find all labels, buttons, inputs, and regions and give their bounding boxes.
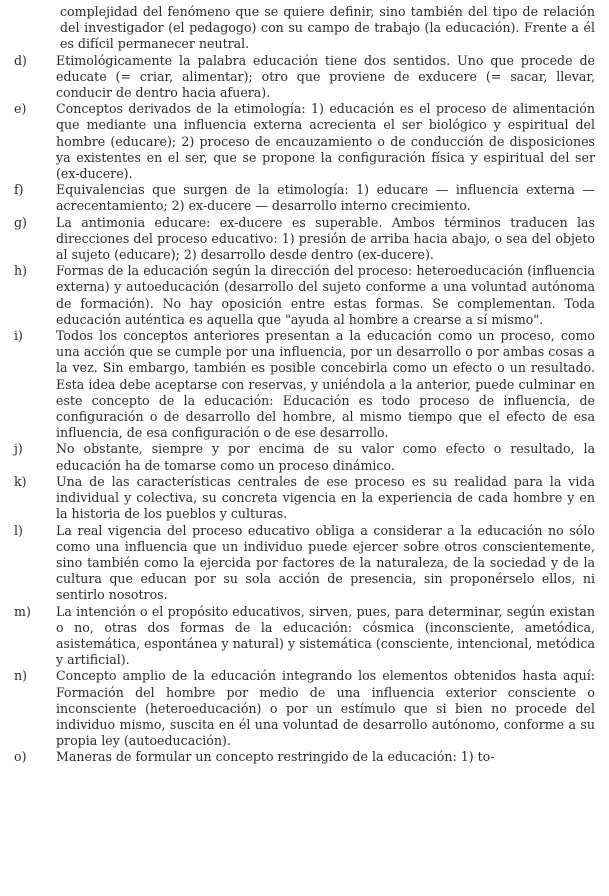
item-list <box>10 53 595 766</box>
item-marker: j) <box>14 441 23 457</box>
item-text: La antimonia educare: ex-ducere es superable. Ambos términos traducen las direcciones del proceso educativo: 1) presión de arriba hacia abajo, o sea del objeto al sujeto (educare); 2) desarrollo desde dentro (ex-ducere). <box>56 214 595 263</box>
item-marker: f) <box>14 182 24 198</box>
item-marker: g) <box>14 214 27 230</box>
list-item <box>10 523 595 604</box>
item-marker: l) <box>14 522 23 538</box>
item-text: Todos los conceptos anteriores presentan a la educación como un proceso, como una acción que se cumple por una influencia, por un desarrollo o por ambas cosas a la vez. Sin embargo, también es posible concebirla como un efecto o un resultado. Esta idea debe aceptarse con reservas, y uniéndola a la anterior, puede culminar en este concepto de la educación: Educación es todo proceso de influencia, de configuración o de desarrollo del hombre, al mismo tiempo que el efecto de esa influencia, de esa configuración o de ese desarrollo. <box>56 328 595 441</box>
list-item <box>10 53 595 102</box>
item-marker: e) <box>14 101 27 117</box>
item-marker: m) <box>14 603 31 619</box>
item-text: Equivalencias que surgen de la etimología: 1) educare — influencia externa — acrecentamiento; 2) ex-ducere — desarrollo interno crecimiento. <box>56 182 595 214</box>
intro-paragraph: complejidad del fenómeno que se quiere definir, sino también del tipo de relación del investigador (el pedagogo) con su campo de trabajo (la educación). Frente a él es difícil permanecer neutral. <box>60 4 595 52</box>
list-item <box>10 328 595 441</box>
item-marker: d) <box>14 52 27 68</box>
list-item <box>10 474 595 523</box>
list-item <box>10 749 595 765</box>
list-item <box>10 182 595 214</box>
item-marker: o) <box>14 749 27 765</box>
item-text: Conceptos derivados de la etimología: 1) educación es el proceso de alimentación que mediante una influencia externa acrecienta el ser biológico y espiritual del hombre (educare); 2) proceso de encauzamiento o de conducción de disposiciones ya existentes en el ser, que se propone la configuración física y espiritual del ser (ex-ducere). <box>56 101 595 182</box>
item-marker: h) <box>14 263 28 279</box>
item-text: No obstante, siempre y por encima de su valor como efecto o resultado, la educación ha de tomarse como un proceso dinámico. <box>56 441 595 473</box>
list-item <box>10 263 595 328</box>
list-item <box>10 101 595 182</box>
item-text: Etimológicamente la palabra educación tiene dos sentidos. Uno que procede de educate (= criar, alimentar); otro que proviene de exducere (= sacar, llevar, conducir de dentro hacia afuera). <box>56 52 595 101</box>
list-item <box>10 215 595 264</box>
item-marker: i) <box>14 328 23 344</box>
item-text: Una de las características centrales de ese proceso es su realidad para la vida individual y colectiva, su concreta vigencia en la experiencia de cada hombre y en la historia de los pueblos y culturas. <box>56 473 595 522</box>
item-marker: k) <box>14 473 27 489</box>
list-item <box>10 441 595 473</box>
item-text: Formas de la educación según la dirección del proceso: heteroeducación (influencia externa) y autoeducación (desarrollo del sujeto conforme a una voluntad autónoma de formación). No hay oposición entre estas formas. Se complementan. Toda educación auténtica es aquella que "ayuda al hombre a crearse a sí mismo". <box>56 263 595 327</box>
item-text: La real vigencia del proceso educativo obliga a considerar a la educación no sólo como una influencia que un individuo puede ejercer sobre otros conscientemente, sino también como la ejercida por factores de la naturaleza, de la sociedad y de la cultura que educan por su sola acción de presencia, sin proponérselo ellos, ni sentirlo nosotros. <box>56 522 595 603</box>
list-item <box>10 604 595 669</box>
item-text: La intención o el propósito educativos, sirven, pues, para determinar, según existan o no, otras dos formas de la educación: cósmica (inconsciente, ametódica, asistemática, espontánea y natural) y sistemática (consciente, intencional, metódica y artificial). <box>56 603 595 668</box>
item-text: Concepto amplio de la educación integrando los elementos obtenidos hasta aquí: Formación del hombre por medio de una influencia exterior consciente o inconsciente (heteroeducación) o por un estímulo que si bien no procede del individuo mismo, suscita en él una voluntad de desarrollo autónomo, conforme a su propia ley (autoeducación). <box>56 668 595 749</box>
item-text: Maneras de formular un concepto restringido de la educación: 1) to- <box>56 749 495 765</box>
list-item <box>10 668 595 749</box>
item-marker: n) <box>14 668 28 684</box>
